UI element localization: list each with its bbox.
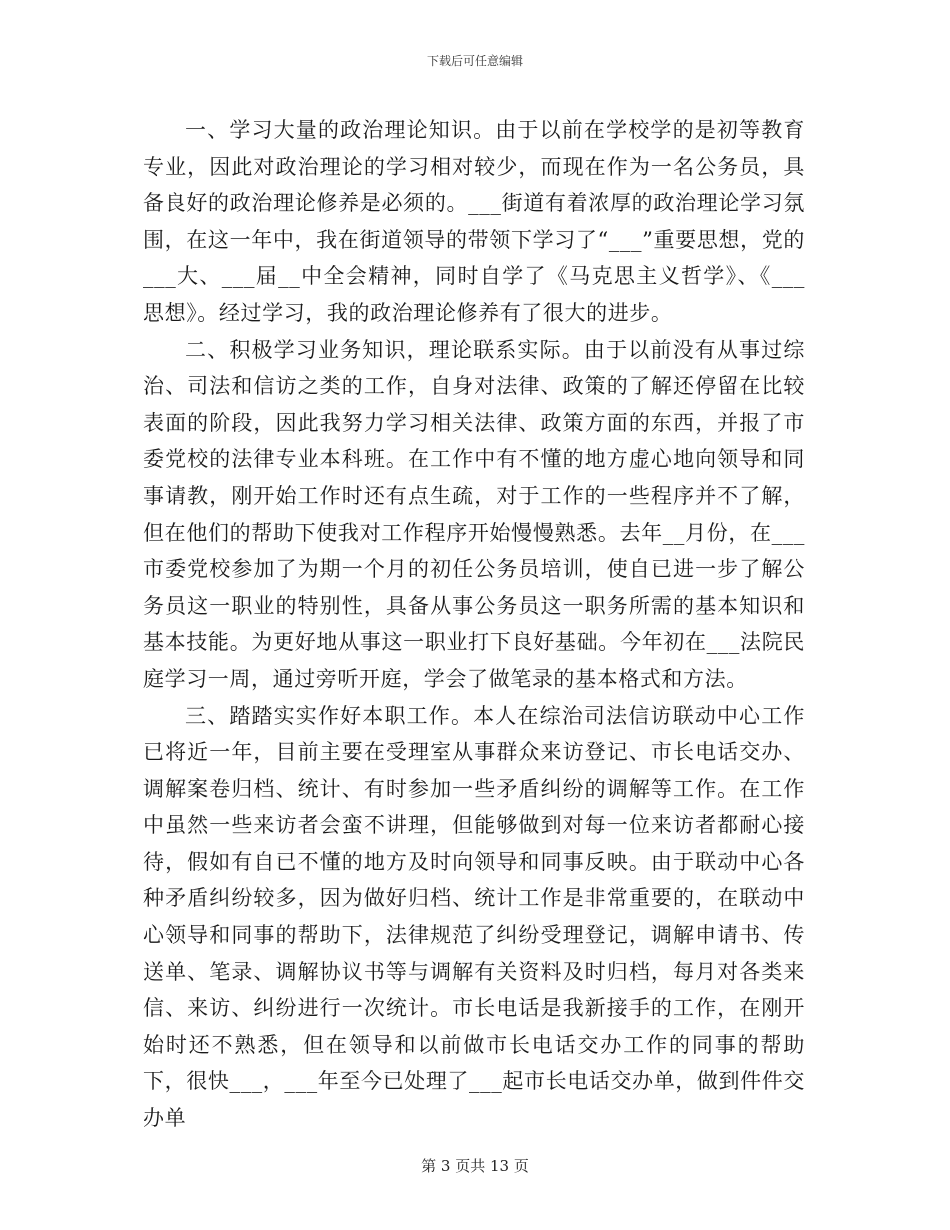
document-body — [143, 112, 805, 1137]
page-number: 第 3 页共 13 页 — [421, 1157, 529, 1175]
paragraph-business-knowledge: 二、积极学习业务知识，理论联系实际。由于以前没有从事过综治、司法和信访之类的工作，自身对法律、政策的了解还停留在比较表面的阶段，因此我努力学习相关法律、政策方面的东西，并报了市委党校的法律专业本科班。在工作中有不懂的地方虚心地向领导和同事请教，刚开始工作时还有点生疏，对于工作的一些程序并不了解，但在他们的帮助下使我对工作程序开始慢慢熟悉。去年__月份，在___市委党校参加了为期一个月的初任公务员培训，使自已进一步了解公务员这一职业的特别性，具备从事公务员这一职务所需的基本知识和基本技能。为更好地从事这一职业打下良好基础。今年初在___法院民庭学习一周，通过旁听开庭，学会了做笔录的基本格式和方法。 — [143, 337, 805, 691]
page-header: 下载后可任意编辑 — [426, 54, 523, 68]
paragraph-political-theory: 一、学习大量的政治理论知识。由于以前在学校学的是初等教育专业，因此对政治理论的学习相对较少，而现在作为一名公务员，具备良好的政治理论修养是必须的。___街道有着浓厚的政治理论学习氛围，在这一年中，我在街道领导的带领下学习了“___”重要思想，党的___大、___届__中全会精神，同时自学了《马克思主义哲学》、《___思想》。经过学习，我的政治理论修养有了很大的进步。 — [143, 118, 805, 325]
paragraph-duty-work: 三、踏踏实实作好本职工作。本人在综治司法信访联动中心工作已将近一年，目前主要在受理室从事群众来访登记、市长电话交办、调解案卷归档、统计、有时参加一些矛盾纠纷的调解等工作。在工作中虽然一些来访者会蛮不讲理，但能够做到对每一位来访者都耐心接待，假如有自已不懂的地方及时向领导和同事反映。由于联动中心各种矛盾纠纷较多，因为做好归档、统计工作是非常重要的，在联动中心领导和同事的帮助下，法律规范了纠纷受理登记，调解申请书、传送单、笔录、调解协议书等与调解有关资料及时归档，每月对各类来信、来访、纠纷进行一次统计。市长电话是我新接手的工作，在刚开始时还不熟悉，但在领导和以前做市长电话交办工作的同事的帮助下，很快___，___年至今已处理了___起市长电话交办单，做到件件交办单 — [143, 703, 805, 1131]
